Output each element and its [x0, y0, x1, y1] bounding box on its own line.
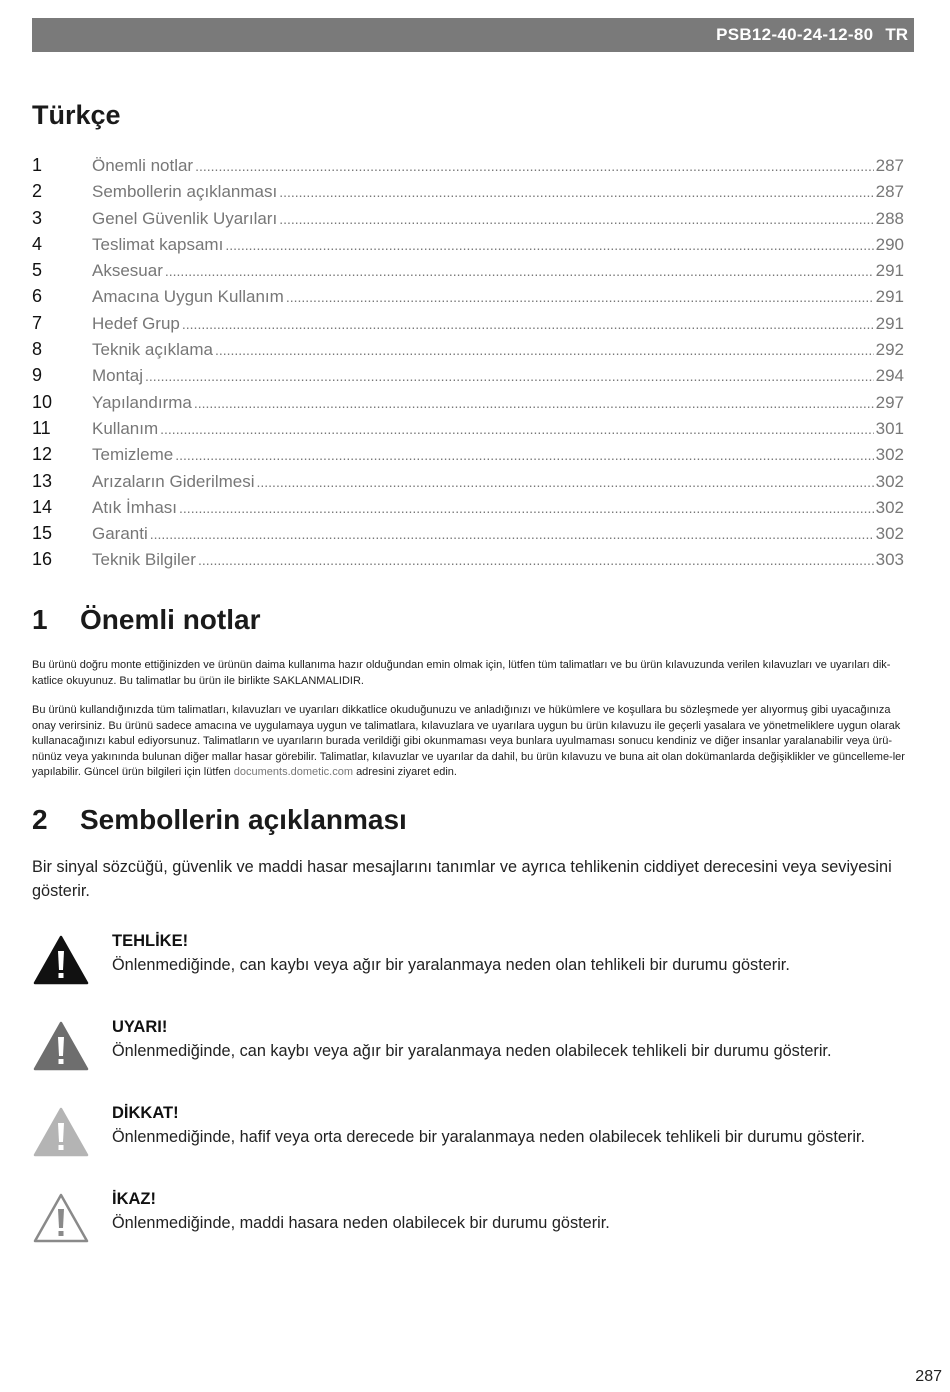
- toc-title: Atık İmhası: [92, 497, 178, 517]
- warning-triangle-icon: [32, 934, 90, 986]
- toc-title: Yapılandırma: [92, 392, 192, 412]
- toc-leader-dots: [198, 552, 874, 568]
- signal-description: Önlenmediğinde, can kaybı veya ağır bir yaralanmaya neden olan tehlikeli bir durumu gösterir.: [112, 956, 790, 974]
- toc-entry[interactable]: [32, 313, 904, 339]
- signal-description: Önlenmediğinde, hafif veya orta derecede bir yaralanmaya neden olabilecek tehlikeli bir durumu gösterir.: [112, 1128, 865, 1146]
- toc-title: Arızaların Giderilmesi: [92, 471, 255, 491]
- signal-word-block: [32, 1016, 922, 1076]
- toc-leader-dots: [182, 316, 874, 332]
- toc-number: 13: [32, 470, 53, 491]
- toc-number: 4: [32, 233, 43, 254]
- toc-number: 9: [32, 365, 43, 386]
- toc-page-number: 297: [875, 392, 904, 412]
- toc-title: Garanti: [92, 524, 148, 544]
- toc-entry[interactable]: [32, 155, 904, 181]
- toc-number: 8: [32, 339, 43, 360]
- toc-entry[interactable]: [32, 234, 904, 260]
- toc-number: 15: [32, 523, 53, 544]
- toc-page-number: 287: [875, 182, 904, 202]
- toc-title: Teslimat kapsamı: [92, 234, 224, 254]
- signal-word: DİKKAT!: [112, 1104, 179, 1122]
- toc-title: Aksesuar: [92, 261, 163, 281]
- toc-leader-dots: [225, 237, 873, 253]
- documents-link[interactable]: documents.dometic.com: [233, 766, 353, 778]
- toc-entry[interactable]: [32, 523, 904, 549]
- toc-page-number: 287: [875, 156, 904, 175]
- toc-title: Önemli notlar: [92, 156, 194, 175]
- toc-leader-dots: [195, 158, 874, 174]
- toc-page-number: 291: [875, 313, 904, 333]
- signal-description: Önlenmediğinde, can kaybı veya ağır bir yaralanmaya neden olabilecek tehlikeli bir durumu gösterir.: [112, 1042, 832, 1060]
- section-2-heading: [32, 804, 407, 836]
- toc-entry[interactable]: [32, 286, 904, 312]
- toc-title: Teknik Bilgiler: [92, 550, 196, 570]
- toc-number: 11: [32, 417, 51, 438]
- page-number: 287: [915, 1368, 942, 1385]
- toc-page-number: 302: [875, 471, 904, 491]
- toc-leader-dots: [257, 474, 874, 490]
- warning-triangle-icon: [32, 1106, 90, 1158]
- toc-title: Teknik açıklama: [92, 340, 213, 360]
- signal-word-block: [32, 1102, 922, 1162]
- section-1-paragraph-2: [32, 703, 914, 781]
- toc-number: 5: [32, 260, 43, 281]
- toc-entry[interactable]: [32, 549, 904, 575]
- warning-triangle-icon: [32, 1192, 90, 1244]
- toc-entry[interactable]: [32, 497, 904, 523]
- header-model: PSB12-40-24-12-80: [716, 25, 874, 44]
- toc-entry[interactable]: [32, 365, 904, 391]
- toc-number: 1: [32, 155, 43, 175]
- toc-entry[interactable]: [32, 418, 904, 444]
- toc-page-number: 291: [875, 287, 904, 307]
- toc-leader-dots: [165, 263, 874, 279]
- toc-leader-dots: [194, 395, 874, 411]
- section-1-paragraph-2-end: adresini ziyaret edin.: [356, 766, 457, 778]
- toc-number: 2: [32, 181, 43, 202]
- warning-triangle-icon: [32, 1020, 90, 1072]
- toc-leader-dots: [179, 500, 874, 516]
- toc-leader-dots: [279, 211, 873, 227]
- section-2-intro: Bir sinyal sözcüğü, güvenlik ve maddi hasar mesajlarını tanımlar ve ayrıca tehlikenin ciddiyet derecesini veya seviyesini gösterir.: [32, 858, 892, 900]
- section-1-paragraph-2-text: Bu ürünü kullandığınızda tüm talimatları, kılavuzları ve uyarıları dikkatlice okuduğunuzu ve anladığınızı ve hükümlere ve koşullara bu sözleşmede yer alıyormuş gibi uyacağınıza onay verirsiniz. Bu ürünü sadece amacına ve uygulamaya uygun ve talimatlara, kılavuzlara ve uyarılara uygun bu ürün kılavuzu ile geçerli yasalara ve yönetmeliklere uygun olarak kullanacağınızı kabul ediyorsunuz. Talimatların ve uyarıların burada verildiği gibi okunmaması veya bunlara uyulmaması sonucu kendiniz ve diğer insanlar yaralanabilir veya ürü-nünüz veya yakınında bulunan diğer mallar hasar görebilir. Talimatlar, kılavuzlar ve uyarılar da dahil, bu ürün kılavuzu ve buna ait olan dokümanlarda değişiklikler ve güncelleme-ler yapılabilir. Güncel ürün bilgileri için lütfen: [32, 704, 905, 778]
- toc-title: Genel Güvenlik Uyarıları: [92, 208, 278, 228]
- toc-leader-dots: [175, 447, 873, 463]
- language-title: Türkçe: [32, 100, 121, 130]
- toc-title: Sembollerin açıklanması: [92, 182, 278, 202]
- toc-entry[interactable]: [32, 260, 904, 286]
- section-2-number: 2: [32, 804, 48, 835]
- toc-page-number: 302: [875, 445, 904, 465]
- toc-leader-dots: [145, 368, 874, 384]
- header-bar: [32, 18, 914, 52]
- toc-leader-dots: [286, 289, 874, 305]
- header-language-code: TR: [885, 25, 908, 44]
- toc-leader-dots: [160, 421, 873, 437]
- toc-page-number: 288: [875, 208, 904, 228]
- toc-page-number: 301: [875, 418, 904, 438]
- toc-number: 6: [32, 286, 43, 307]
- toc-page-number: 291: [875, 261, 904, 281]
- table-of-contents: [32, 155, 904, 576]
- signal-description: Önlenmediğinde, maddi hasara neden olabilecek bir durumu gösterir.: [112, 1214, 610, 1232]
- signal-word: UYARI!: [112, 1018, 168, 1036]
- toc-entry[interactable]: [32, 181, 904, 207]
- toc-page-number: 303: [875, 550, 904, 570]
- toc-title: Hedef Grup: [92, 313, 180, 333]
- toc-title: Montaj: [92, 366, 144, 386]
- toc-entry[interactable]: [32, 444, 904, 470]
- section-1-paragraph-1: Bu ürünü doğru monte ettiğinizden ve ürünün daima kullanıma hazır olduğundan emin olmak için, lütfen tüm talimatları ve bu ürün kılavuzunda verilen kılavuzları ve uyarıları dik-katlice okuyunuz. Bu talimatlar bu ürün ile birlikte SAKLANMALIDIR.: [32, 659, 891, 687]
- section-1-number: 1: [32, 604, 48, 635]
- toc-title: Temizleme: [92, 445, 174, 465]
- toc-entry[interactable]: [32, 392, 904, 418]
- section-2-title: Sembollerin açıklanması: [80, 804, 407, 835]
- toc-leader-dots: [150, 526, 874, 542]
- signal-word: İKAZ!: [112, 1190, 156, 1208]
- toc-number: 12: [32, 444, 53, 465]
- signal-word-block: [32, 930, 922, 990]
- toc-leader-dots: [215, 342, 874, 358]
- section-1-title: Önemli notlar: [80, 604, 261, 635]
- signal-word: TEHLİKE!: [112, 932, 189, 950]
- toc-page-number: 302: [875, 497, 904, 517]
- section-1-heading: [32, 604, 260, 636]
- toc-number: 14: [32, 496, 53, 517]
- toc-page-number: 292: [875, 340, 904, 360]
- toc-number: 3: [32, 207, 43, 228]
- toc-page-number: 290: [875, 234, 904, 254]
- toc-number: 7: [32, 312, 43, 333]
- toc-entry[interactable]: [32, 208, 904, 234]
- toc-page-number: 302: [875, 524, 904, 544]
- toc-leader-dots: [279, 184, 873, 200]
- toc-entry[interactable]: [32, 339, 904, 365]
- toc-title: Amacına Uygun Kullanım: [92, 287, 284, 307]
- toc-number: 16: [32, 549, 53, 570]
- signal-word-block: [32, 1188, 922, 1248]
- toc-page-number: 294: [875, 366, 904, 386]
- toc-title: Kullanım: [92, 418, 159, 438]
- toc-number: 10: [32, 391, 53, 412]
- toc-entry[interactable]: [32, 471, 904, 497]
